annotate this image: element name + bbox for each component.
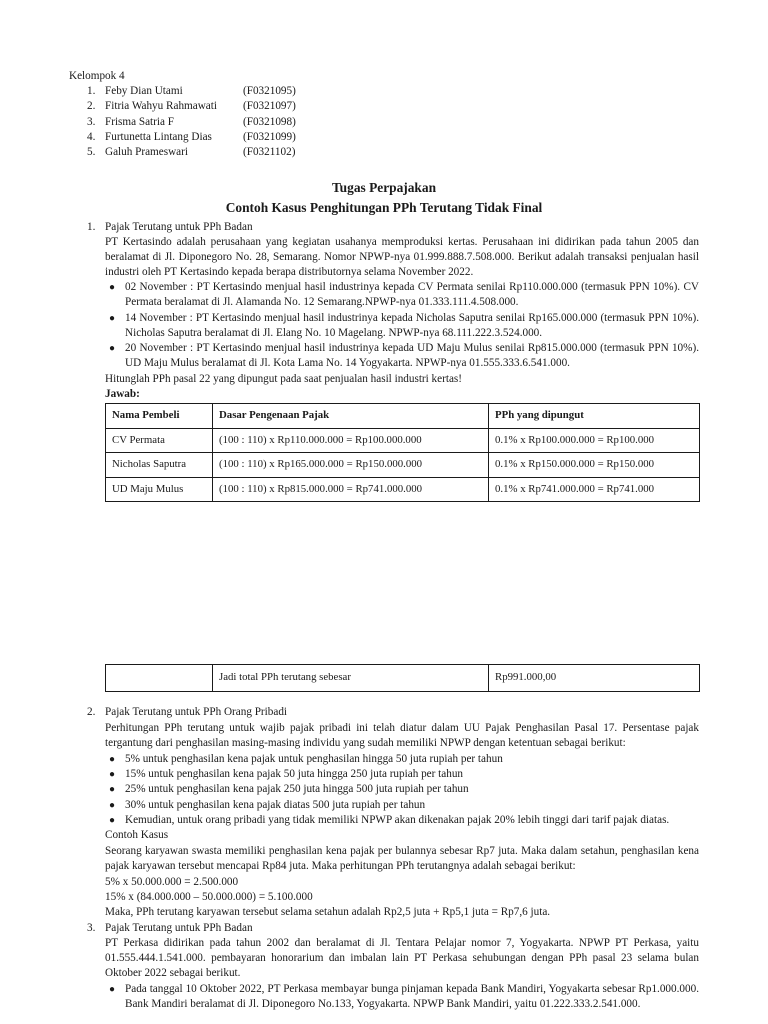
section-number: 1. bbox=[87, 221, 96, 233]
total-label: Jadi total PPh terutang sebesar bbox=[213, 665, 489, 692]
bullet-icon: ● bbox=[108, 984, 116, 995]
table-cell: 0.1% x Rp150.000.000 = Rp150.000 bbox=[489, 453, 700, 478]
table-cell: Nicholas Saputra bbox=[106, 453, 213, 478]
bullet-icon: ● bbox=[108, 343, 116, 354]
member-name: Furtunetta Lintang Dias bbox=[105, 131, 212, 143]
list-item-text: 02 November : PT Kertasindo menjual hasil industrinya kepada CV Permata senilai Rp110.000.000 (termasuk PPN 10%). CV Permata beralamat di Jl. Alamanda No. 12 Semarang.NPWP-nya 01.333.111.4.508.000. bbox=[125, 281, 699, 309]
example-text: Seorang karyawan swasta memiliki penghasilan kena pajak per bulannya sebesar Rp7 juta. Maka dalam setahun, penghasilan kena pajak karyawan tersebut mencapai Rp84 juta. Maka perhitungan PPh terutangnya adalah sebagai berikut: bbox=[105, 845, 699, 873]
column-header: PPh yang dipungut bbox=[489, 404, 700, 429]
member-number: 2. bbox=[87, 100, 96, 112]
list-item-text: Pada tanggal 10 Oktober 2022, PT Perkasa membayar bunga pinjaman kepada Bank Mandiri, Yogyakarta sebesar Rp1.000.000. Bank Mandiri beralamat di Jl. Diponegoro No.133, Yogyakarta. NPWP Bank Mandiri, yaitu 01.222.333.2.541.000. bbox=[125, 983, 699, 1011]
list-item-text: 15% untuk penghasilan kena pajak 50 juta hingga 250 juta rupiah per tahun bbox=[125, 768, 464, 780]
member-nim: (F0321098) bbox=[243, 116, 296, 128]
section-intro: PT Kertasindo adalah perusahaan yang kegiatan usahanya memproduksi kertas. Perusahaan ini didirikan pada tahun 2005 dan beralamat di Jl. Diponegoro No. 28, Semarang. Nomor NPWP-nya 01.999.888.7.508.000. Berikut adalah transaksi penjualan hasil industri oleh PT Kertasindo kepada berapa distributornya selama November 2022. bbox=[105, 236, 699, 279]
bullet-icon: ● bbox=[108, 815, 116, 826]
list-item-text: 5% untuk penghasilan kena pajak untuk penghasilan hingga 50 juta rupiah per tahun bbox=[125, 753, 503, 765]
bullet-icon: ● bbox=[108, 784, 116, 795]
total-table bbox=[105, 664, 700, 692]
document-title: Tugas Perpajakan bbox=[331, 180, 437, 195]
bullet-icon: ● bbox=[108, 282, 116, 293]
list-item-text: 25% untuk penghasilan kena pajak 250 juta hingga 500 juta rupiah per tahun bbox=[125, 783, 469, 795]
section-intro: PT Perkasa didirikan pada tahun 2002 dan beralamat di Jl. Tentara Pelajar nomor 7, Yogyakarta. NPWP PT Perkasa, yaitu 01.555.444.1.541.000. pembayaran honorarium dan imbalan lain PT Perkasa sehubungan dengan PPh pasal 23 selama bulan Oktober 2022 sebagai berikut. bbox=[105, 937, 699, 980]
total-value: Rp991.000,00 bbox=[489, 665, 700, 692]
section-intro: Perhitungan PPh terutang untuk wajib pajak pribadi ini telah diatur dalam UU Pajak Penghasilan Pasal 17. Persentase pajak tergantung dari penghasilan masing-masing individu yang sudah memiliki NPWP dengan ketentuan sebagai berikut: bbox=[105, 722, 699, 750]
total-row bbox=[106, 665, 700, 692]
member-name: Fitria Wahyu Rahmawati bbox=[105, 100, 217, 112]
calculation-table bbox=[105, 403, 700, 502]
section-number: 3. bbox=[87, 922, 96, 934]
bullet-icon: ● bbox=[108, 769, 116, 780]
table-cell: UD Maju Mulus bbox=[106, 477, 213, 502]
table-cell: 0.1% x Rp100.000.000 = Rp100.000 bbox=[489, 428, 700, 453]
section-heading: Pajak Terutang untuk PPh Badan bbox=[105, 221, 253, 233]
member-number: 3. bbox=[87, 116, 96, 128]
member-name: Frisma Satria F bbox=[105, 116, 174, 128]
bullet-icon: ● bbox=[108, 313, 116, 324]
table-cell: 0.1% x Rp741.000.000 = Rp741.000 bbox=[489, 477, 700, 502]
answer-label: Jawab: bbox=[105, 388, 140, 400]
list-item-text: 14 November : PT Kertasindo menjual hasil industrinya kepada Nicholas Saputra senilai Rp165.000.000 (termasuk PPN 10%). Nicholas Saputra beralamat di Jl. Elang No. 10 Magelang. NPWP-nya 68.111.222.3.524.000. bbox=[125, 312, 699, 340]
table-row bbox=[106, 453, 700, 478]
member-nim: (F0321102) bbox=[243, 146, 296, 158]
member-nim: (F0321097) bbox=[243, 100, 296, 112]
member-nim: (F0321099) bbox=[243, 131, 296, 143]
calculation-line: 15% x (84.000.000 – 50.000.000) = 5.100.000 bbox=[105, 891, 313, 903]
member-number: 4. bbox=[87, 131, 96, 143]
table-row bbox=[106, 428, 700, 453]
list-item-text: 30% untuk penghasilan kena pajak diatas 500 juta rupiah per tahun bbox=[125, 799, 426, 811]
table-cell: (100 : 110) x Rp165.000.000 = Rp150.000.000 bbox=[213, 453, 489, 478]
section-heading: Pajak Terutang untuk PPh Badan bbox=[105, 922, 253, 934]
table-cell: CV Permata bbox=[106, 428, 213, 453]
member-number: 5. bbox=[87, 146, 96, 158]
member-nim: (F0321095) bbox=[243, 85, 296, 97]
member-name: Galuh Prameswari bbox=[105, 146, 188, 158]
group-label: Kelompok 4 bbox=[69, 70, 125, 82]
column-header: Dasar Pengenaan Pajak bbox=[213, 404, 489, 429]
table-cell: (100 : 110) x Rp110.000.000 = Rp100.000.000 bbox=[213, 428, 489, 453]
calculation-line: 5% x 50.000.000 = 2.500.000 bbox=[105, 876, 239, 888]
bullet-icon: ● bbox=[108, 754, 116, 765]
section-number: 2. bbox=[87, 706, 96, 718]
member-name: Feby Dian Utami bbox=[105, 85, 183, 97]
table-cell: (100 : 110) x Rp815.000.000 = Rp741.000.000 bbox=[213, 477, 489, 502]
document-subtitle: Contoh Kasus Penghitungan PPh Terutang Tidak Final bbox=[225, 200, 543, 215]
example-label: Contoh Kasus bbox=[105, 829, 169, 841]
question-text: Hitunglah PPh pasal 22 yang dipungut pada saat penjualan hasil industri kertas! bbox=[105, 373, 463, 385]
table-cell bbox=[106, 665, 213, 692]
list-item-text: 20 November : PT Kertasindo menjual hasil industrinya kepada UD Maju Mulus senilai Rp815.000.000 (termasuk PPN 10%). UD Maju Mulus beralamat di Jl. Kota Lama No. 14 Yogyakarta. NPWP-nya 01.555.333.6.541.000. bbox=[125, 342, 699, 370]
conclusion-text: Maka, PPh terutang karyawan tersebut selama setahun adalah Rp2,5 juta + Rp5,1 juta = Rp7,6 juta. bbox=[105, 906, 551, 918]
member-number: 1. bbox=[87, 85, 96, 97]
bullet-icon: ● bbox=[108, 800, 116, 811]
column-header: Nama Pembeli bbox=[106, 404, 213, 429]
section-heading: Pajak Terutang untuk PPh Orang Pribadi bbox=[105, 706, 288, 718]
table-header-row bbox=[106, 404, 700, 429]
table-row bbox=[106, 477, 700, 502]
list-item-text: Kemudian, untuk orang pribadi yang tidak memiliki NPWP akan dikenakan pajak 20% lebih tinggi dari tarif pajak diatas. bbox=[125, 814, 670, 826]
